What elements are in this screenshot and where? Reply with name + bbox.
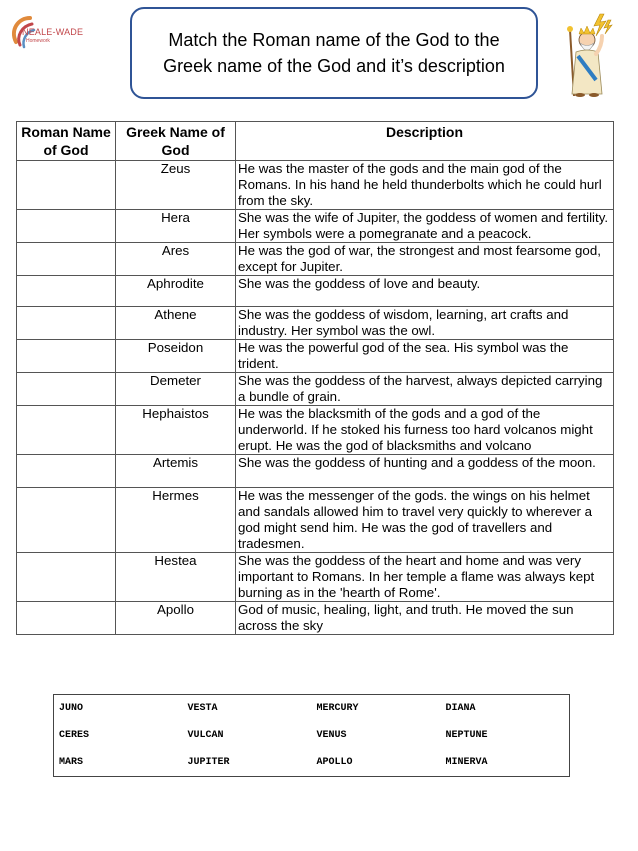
table-row (17, 455, 614, 488)
title-line-2: Greek name of the God and it’s description (163, 56, 505, 76)
description-cell: He was the god of war, the strongest and most fearsome god, except for Jupiter. (236, 243, 614, 276)
word-bank-item: MERCURY (316, 703, 359, 714)
roman-name-cell[interactable] (17, 488, 116, 553)
word-bank-item: MINERVA (445, 757, 488, 768)
description-cell: She was the goddess of wisdom, learning, art crafts and industry. Her symbol was the owl. (236, 307, 614, 340)
greek-name-cell: Artemis (116, 455, 236, 488)
roman-name-cell[interactable] (17, 161, 116, 210)
description-cell: She was the wife of Jupiter, the goddess of women and fertility. Her symbols were a pomegranate and a peacock. (236, 210, 614, 243)
logo-subtitle: Homework (26, 38, 50, 44)
word-bank-item: NEPTUNE (445, 730, 488, 741)
roman-name-cell[interactable] (17, 243, 116, 276)
word-bank-item: JUNO (59, 703, 84, 714)
greek-name-cell: Athene (116, 307, 236, 340)
greek-name-cell: Hermes (116, 488, 236, 553)
greek-name-cell: Aphrodite (116, 276, 236, 307)
header-greek-name: Greek Name of God (116, 122, 236, 161)
table-row (17, 243, 614, 276)
header-roman-name: Roman Name of God (17, 122, 116, 161)
word-bank-item: JUPITER (187, 757, 230, 768)
word-bank-item: MARS (59, 757, 84, 768)
gods-matching-table (16, 121, 614, 635)
description-cell: She was the goddess of the harvest, always depicted carrying a bundle of grain. (236, 373, 614, 406)
greek-name-cell: Apollo (116, 602, 236, 635)
table-row (17, 406, 614, 455)
greek-name-cell: Poseidon (116, 340, 236, 373)
roman-name-cell[interactable] (17, 373, 116, 406)
header-description: Description (236, 122, 614, 161)
table-header-row (17, 122, 614, 161)
roman-name-cell[interactable] (17, 210, 116, 243)
word-bank-row (54, 722, 570, 749)
description-cell: He was the powerful god of the sea. His symbol was the trident. (236, 340, 614, 373)
word-bank-item: VESTA (187, 703, 218, 714)
description-cell: He was the master of the gods and the main god of the Romans. In his hand he held thunderbolts which he could hurl from the sky. (236, 161, 614, 210)
table-row (17, 488, 614, 553)
table-row (17, 373, 614, 406)
table-row (17, 161, 614, 210)
table-row (17, 307, 614, 340)
table-row (17, 210, 614, 243)
title-line-1: Match the Roman name of the God to the (168, 30, 500, 50)
roman-name-cell[interactable] (17, 553, 116, 602)
greek-name-cell: Zeus (116, 161, 236, 210)
roman-name-cell[interactable] (17, 276, 116, 307)
roman-name-cell[interactable] (17, 455, 116, 488)
word-bank-item: DIANA (445, 703, 476, 714)
table-row (17, 276, 614, 307)
description-cell: She was the goddess of love and beauty. (236, 276, 614, 307)
instruction-title-box (130, 7, 538, 99)
word-bank-row (54, 695, 570, 723)
description-cell: She was the goddess of the heart and home and was very important to Romans. In her temple a flame was always kept burning as in the 'hearth of Rome'. (236, 553, 614, 602)
greek-name-cell: Hestea (116, 553, 236, 602)
roman-name-cell[interactable] (17, 406, 116, 455)
word-bank-item: VENUS (316, 730, 347, 741)
roman-names-word-bank (53, 694, 570, 777)
word-bank-item: CERES (59, 730, 90, 741)
greek-name-cell: Ares (116, 243, 236, 276)
roman-name-cell[interactable] (17, 307, 116, 340)
logo-name: NEALE-WADE (22, 27, 84, 37)
school-logo (8, 12, 108, 60)
greek-name-cell: Hera (116, 210, 236, 243)
word-bank-item: VULCAN (187, 730, 224, 741)
word-bank-item: APOLLO (316, 757, 353, 768)
description-cell: He was the messenger of the gods. the wings on his helmet and sandals allowed him to travel very quickly to wherever a god might send him. He was the god of travellers and tradesmen. (236, 488, 614, 553)
greek-name-cell: Hephaistos (116, 406, 236, 455)
roman-name-cell[interactable] (17, 602, 116, 635)
table-row (17, 553, 614, 602)
table-row (17, 340, 614, 373)
description-cell: She was the goddess of hunting and a goddess of the moon. (236, 455, 614, 488)
word-bank-row (54, 749, 570, 777)
zeus-illustration-icon (556, 10, 624, 98)
description-cell: God of music, healing, light, and truth. He moved the sun across the sky (236, 602, 614, 635)
greek-name-cell: Demeter (116, 373, 236, 406)
description-cell: He was the blacksmith of the gods and a god of the underworld. If he stoked his furness too hard volcanos might erupt. He was the god of blacksmiths and volcano (236, 406, 614, 455)
roman-name-cell[interactable] (17, 340, 116, 373)
table-row (17, 602, 614, 635)
